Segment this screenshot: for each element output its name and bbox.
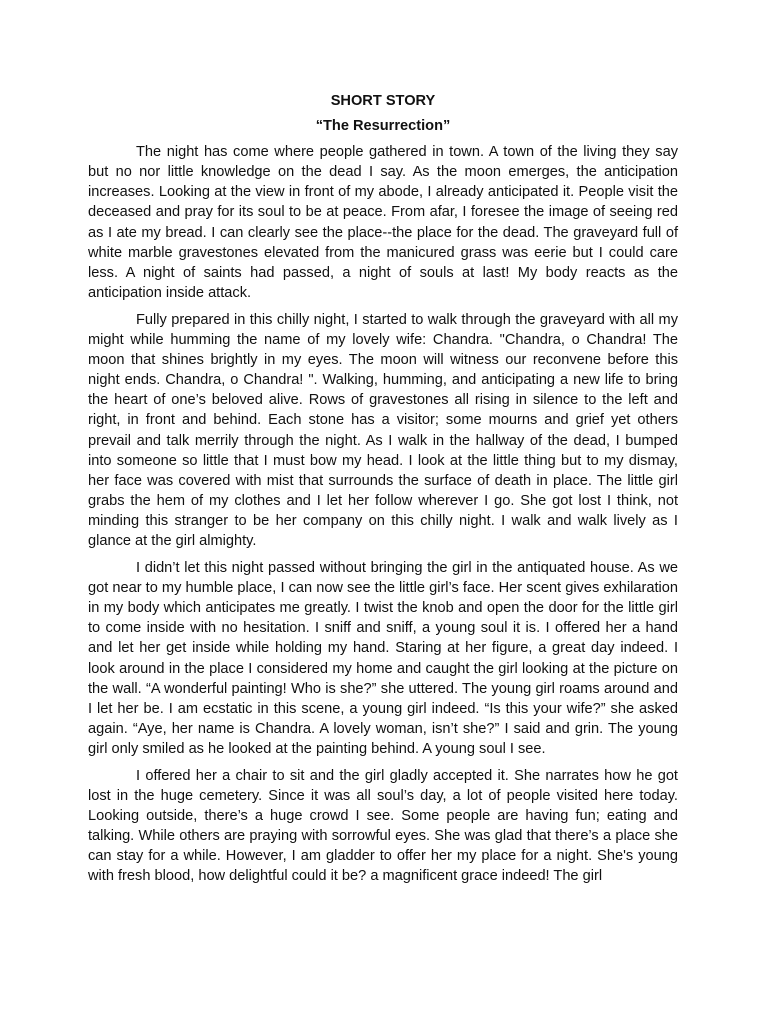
- story-title: “The Resurrection”: [315, 118, 451, 135]
- paragraph-3: I didn’t let this night passed without bringing the girl in the antiquated house. As we got near to my humble place, I can now see the little girl’s face. Her scent gives exhilaration in my body which anticipates me greatly. I twist the knob and open the door for the little girl to come inside with no hesitation. I sniff and sniff, a young soul it is. I offered her a hand and let her get inside while holding my hand. Staring at her figure, a great day indeed. I look around in the place I considered my home and caught the girl looking at the picture on the wall. “A wonderful painting! Who is she?” she uttered. The young girl roams around and I let her be. I am ecstatic in this scene, a young girl indeed. “Is this your wife?” she asked again. “Aye, her name is Chandra. A lovely woman, isn’t she?” I said and grin. The young girl only smiled as he looked at the painting behind. A young soul I see.: [88, 560, 678, 757]
- paragraph-1: The night has come where people gathered in town. A town of the living they say but no nor little knowledge on the dead I say. As the moon emerges, the anticipation increases. Looking at the view in front of my abode, I already anticipated it. People visit the deceased and pray for its soul to be at peace. From afar, I foresee the image of seeing red as I ate my bread. I can clearly see the place--the place for the dead. The graveyard full of white marble gravestones elevated from the manicured grass was eerie but I could care less. A night of saints had passed, a night of souls at last! My body reacts as the anticipation inside attack.: [88, 144, 678, 301]
- paragraph-4: I offered her a chair to sit and the girl gladly accepted it. She narrates how he got lost in the huge cemetery. Since it was all soul’s day, a lot of people visited here today. Looking outside, there’s a huge crowd I see. Some people are having fun; eating and talking. While others are praying with sorrowful eyes. She was glad that there’s a place she can stay for a while. However, I am gladder to offer her my place for a night. She's young with fresh blood, how delightful could it be? a magnificent grace indeed! The girl: [88, 768, 678, 885]
- document-page: [88, 91, 678, 894]
- document-heading: SHORT STORY: [330, 93, 436, 109]
- paragraph-2: Fully prepared in this chilly night, I started to walk through the graveyard with all my might while humming the name of my lovely wife: Chandra. "Chandra, o Chandra! The moon that shines brightly in my eyes. The moon will witness our reconvene before this night ends. Chandra, o Chandra! ". Walking, humming, and anticipating a new life to bring the heart of one’s beloved alive. Rows of gravestones all rising in silence to the left and right, in front and behind. Each stone has a visitor; some mourns and grief yet others prevail and talk merrily through the night. As I walk in the hallway of the dead, I bumped into someone so little that I must bow my head. I look at the little thing but to my dismay, her face was covered with mist that surrounds the surface of death in place. The little girl grabs the hem of my clothes and I let her follow wherever I go. She got lost I think, not minding this stranger to be her company on this chilly night. I walk and walk lively as I glance at the girl almighty.: [88, 311, 678, 549]
